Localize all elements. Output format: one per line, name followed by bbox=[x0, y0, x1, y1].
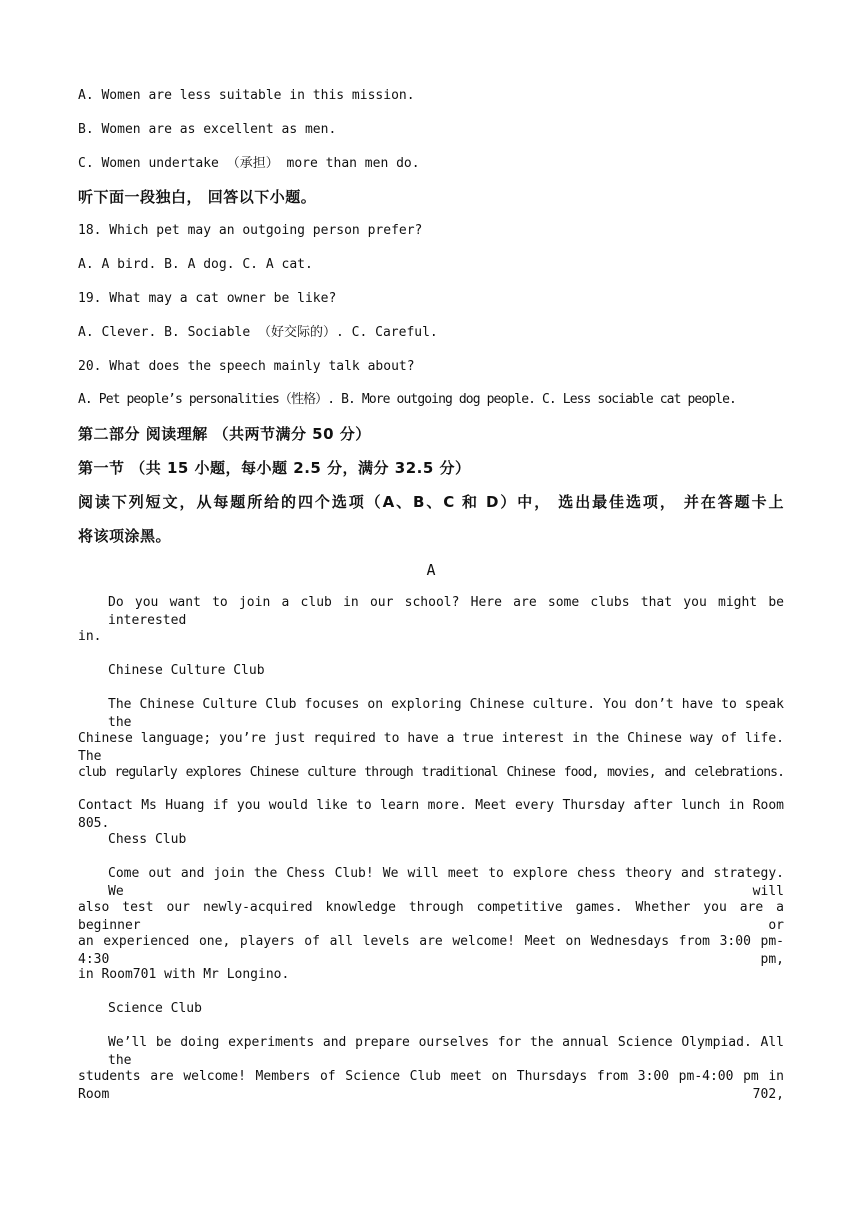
club-text-line: in Room701 with Mr Longino. bbox=[78, 967, 290, 982]
passage-label: A bbox=[426, 561, 436, 579]
q18-question: 18. Which pet may an outgoing person prefer? bbox=[78, 223, 423, 238]
club-text-line: club regularly explores Chinese culture through traditional Chinese food, movies, and celebrations. bbox=[78, 765, 784, 780]
club-text-line: also test our newly-acquired knowledge through competitive games. Whether you are a beginner or bbox=[78, 900, 784, 933]
club-text-line: Contact Ms Huang if you would like to learn more. Meet every Thursday after lunch in Room 805. bbox=[78, 798, 784, 831]
passage-intro-line1: Do you want to join a club in our school? Here are some clubs that you might be interested bbox=[108, 595, 784, 628]
reading-instruction-line2: 将该项涂黑。 bbox=[78, 527, 172, 545]
q17-option-b: B. Women are as excellent as men. bbox=[78, 122, 337, 137]
club-text-line: students are welcome! Members of Science Club meet on Thursdays from 3:00 pm-4:00 pm in Room 702, bbox=[78, 1069, 784, 1102]
club-text-line: Chinese language; you’re just required to have a true interest in the Chinese way of life. The bbox=[78, 731, 784, 764]
monologue-instruction: 听下面一段独白， 回答以下小题。 bbox=[78, 188, 317, 206]
q19-question: 19. What may a cat owner be like? bbox=[78, 291, 337, 306]
club-name-chinese-culture: Chinese Culture Club bbox=[108, 663, 265, 678]
q20-question: 20. What does the speech mainly talk about? bbox=[78, 359, 415, 374]
club-text-line: Come out and join the Chess Club! We will meet to explore chess theory and strategy. We will bbox=[108, 866, 784, 899]
q19-options: A. Clever. B. Sociable （好交际的）. C. Careful. bbox=[78, 325, 438, 340]
reading-instruction-line1: 阅读下列短文，从每题所给的四个选项（A、B、C 和 D）中， 选出最佳选项， 并在答题卡上 bbox=[78, 493, 784, 511]
club-name-science: Science Club bbox=[108, 1001, 202, 1016]
club-name-chess: Chess Club bbox=[108, 832, 187, 847]
q17-option-a: A. Women are less suitable in this mission. bbox=[78, 88, 415, 103]
section1-title: 第一节 （共 15 小题，每小题 2.5 分，满分 32.5 分） bbox=[78, 459, 471, 477]
q17-option-c: C. Women undertake （承担） more than men do. bbox=[78, 156, 420, 171]
q20-options: A. Pet people’s personalities（性格）. B. More outgoing dog people. C. Less sociable cat people. bbox=[78, 392, 736, 407]
q18-options: A. A bird. B. A dog. C. A cat. bbox=[78, 257, 313, 272]
part2-title: 第二部分 阅读理解 （共两节满分 50 分） bbox=[78, 425, 371, 443]
club-text-line: The Chinese Culture Club focuses on exploring Chinese culture. You don’t have to speak the bbox=[108, 697, 784, 730]
club-text-line: an experienced one, players of all levels are welcome! Meet on Wednesdays from 3:00 pm-4:30 pm, bbox=[78, 934, 784, 967]
club-text-line: We’ll be doing experiments and prepare ourselves for the annual Science Olympiad. All the bbox=[108, 1035, 784, 1068]
passage-intro-line2: in. bbox=[78, 629, 102, 644]
